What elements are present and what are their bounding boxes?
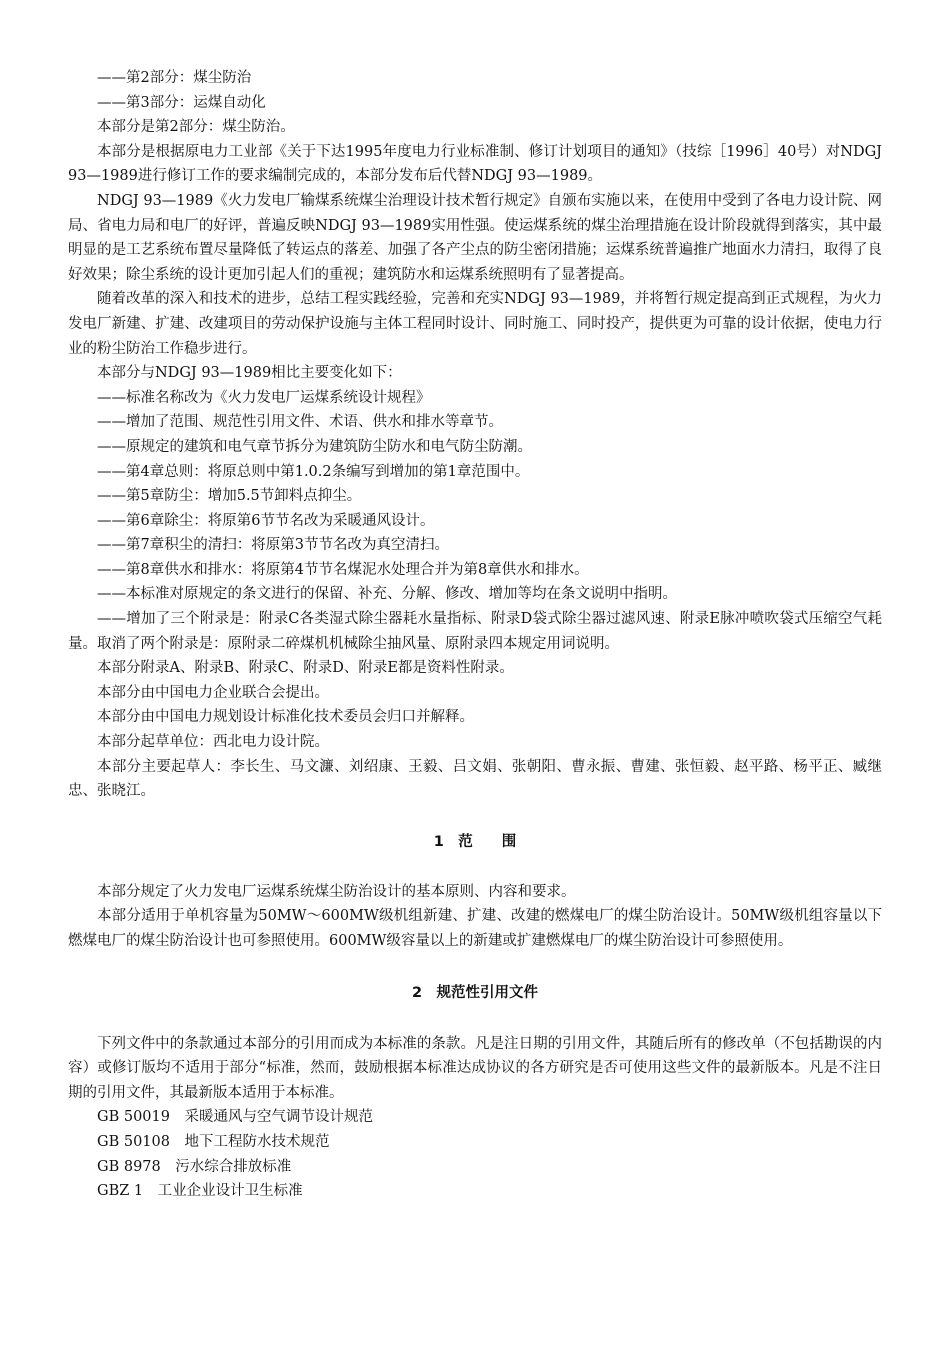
section-heading: 1 范 围 (433, 833, 517, 850)
paragraph: 随着改革的深入和技术的进步，总结工程实践经验，完善和充实NDGJ 93—1989，并将暂行规定提高到正式规程，为火力发电厂新建、扩建、改建项目的劳动保护设施与主体工程同时设计、同时施工、同时投产，提供更为可靠的设计依据，使电力行业的粉尘防治工作稳步进行。 (68, 291, 882, 357)
paragraph: 本部分规定了火力发电厂运煤系统煤尘防治设计的基本原则、内容和要求。 (97, 883, 576, 900)
change-item: ——原规定的建筑和电气章节拆分为建筑防尘防水和电气防尘防潮。 (97, 438, 532, 455)
reference-title: 污水综合排放标准 (175, 1158, 292, 1175)
change-item: ——本标准对原规定的条文进行的保留、补充、分解、修改、增加等均在条文说明中指明。 (97, 586, 677, 603)
reference-item (68, 1179, 882, 1204)
reference-code: GB 50019 (97, 1109, 170, 1126)
reference-item (68, 1105, 882, 1130)
reference-item (68, 1155, 882, 1180)
normative-references-section (68, 981, 882, 1204)
paragraph: 下列文件中的条款通过本部分的引用而成为本标准的条款。凡是注日期的引用文件，其随后所有的修改单（不包括勘误的内容）或修订版均不适用于部分“标准，然而，鼓励根据本标准达成协议的各方研究是否可使用这些文件的最新版本。凡是不注日期的引用文件，其最新版本适用于本标准。 (68, 1035, 882, 1101)
scope-section (68, 830, 882, 954)
paragraph: 本部分是第2部分：煤尘防治。 (97, 119, 295, 136)
reference-item (68, 1130, 882, 1155)
section-heading: 2 规范性引用文件 (411, 984, 539, 1001)
paragraph: NDGJ 93—1989《火力发电厂输煤系统煤尘治理设计技术暂行规定》自颁布实施以来，在使用中受到了各电力设计院、网局、省电力局和电厂的好评，普遍反映NDGJ 93—1989实用性强。使运煤系统的煤尘治理措施在设计阶段就得到落实，其中最明显的是工艺系统布置尽量降低了转运点的落差、加强了各产尘点的防尘密闭措施；运煤系统普遍推广地面水力清扫，取得了良好效果；除尘系统的设计更加引起人们的重视；建筑防水和运煤系统照明有了显著提高。 (68, 192, 882, 283)
change-item: ——增加了范围、规范性引用文件、术语、供水和排水等章节。 (97, 414, 503, 431)
list-line: ——第2部分：煤尘防治 (97, 70, 252, 86)
paragraph: 本部分适用于单机容量为50MW～600MW级机组新建、扩建、改建的燃煤电厂的煤尘防治设计。50MW级机组容量以下燃煤电厂的煤尘防治设计也可参照使用。600MW级容量以上的新建或扩建燃煤电厂的煤尘防治设计可参照使用。 (68, 908, 882, 949)
list-line: ——第3部分：运煤自动化 (97, 94, 266, 111)
change-item: ——第4章总则：将原总则中第1.0.2条编写到增加的第1章范围中。 (97, 463, 530, 480)
change-item: ——增加了三个附录是：附录C各类湿式除尘器耗水量指标、附录D袋式除尘器过滤风速、附录E脉冲喷吹袋式压缩空气耗量。取消了两个附录是：原附录二碎煤机机械除尘抽风量、原附录四本规定用词说明。 (68, 611, 882, 652)
reference-code: GB 8978 (97, 1158, 161, 1175)
change-item: ——第5章防尘：增加5.5节卸料点抑尘。 (97, 488, 362, 505)
reference-title: 工业企业设计卫生标准 (157, 1183, 303, 1200)
change-item: ——标准名称改为《火力发电厂运煤系统设计规程》 (97, 389, 431, 406)
paragraph: 本部分是根据原电力工业部《关于下达1995年度电力行业标准制、修订计划项目的通知》（技综［1996］40号）对NDGJ 93—1989进行修订工作的要求编制完成的，本部分发布后代替NDGJ 93—1989。 (68, 143, 882, 185)
reference-title: 采暖通风与空气调节设计规范 (184, 1109, 373, 1126)
reference-code: GB 50108 (97, 1133, 170, 1150)
change-item: ——第8章供水和排水：将原第4节节名煤泥水处理合并为第8章供水和排水。 (97, 561, 589, 578)
reference-code: GBZ 1 (97, 1183, 144, 1200)
paragraph: 本部分由中国电力规划设计标准化技术委员会归口并解释。 (97, 709, 474, 726)
reference-title: 地下工程防水技术规范 (184, 1133, 330, 1150)
paragraph: 本部分主要起草人：李长生、马文濂、刘绍康、王毅、吕文娟、张朝阳、曹永振、曹建、张恒毅、赵平路、杨平正、臧继忠、张晓江。 (68, 758, 882, 800)
paragraph: 本部分附录A、附录B、附录C、附录D、附录E都是资料性附录。 (97, 660, 514, 677)
change-item: ——第6章除尘：将原第6节节名改为采暖通风设计。 (97, 512, 435, 529)
foreword-section (68, 66, 882, 804)
paragraph: 本部分起草单位：西北电力设计院。 (97, 734, 329, 751)
paragraph: 本部分由中国电力企业联合会提出。 (97, 684, 329, 701)
paragraph: 本部分与NDGJ 93—1989相比主要变化如下： (97, 365, 402, 382)
change-item: ——第7章积尘的清扫：将原第3节节名改为真空清扫。 (97, 537, 449, 554)
